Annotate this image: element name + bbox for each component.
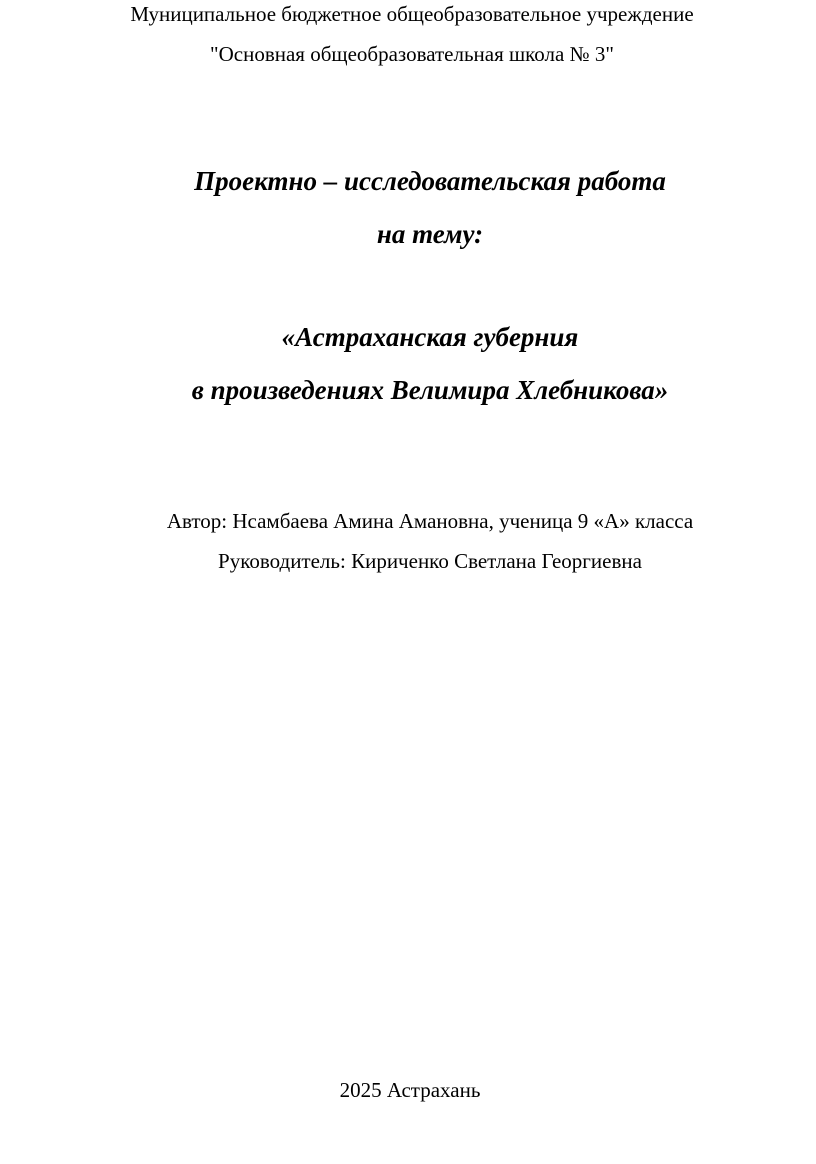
supervisor-line: Руководитель: Кириченко Светлана Георгиевна bbox=[218, 549, 642, 573]
work-type-line-1: Проектно – исследовательская работа bbox=[194, 166, 666, 196]
topic-line-1: «Астраханская губерния bbox=[281, 322, 579, 352]
topic-line-2: в произведениях Велимира Хлебникова» bbox=[191, 375, 669, 405]
work-type-line-2: на тему: bbox=[376, 219, 484, 249]
year-city: 2025 Астрахань bbox=[339, 1078, 481, 1102]
institution-line-2: "Основная общеобразовательная школа № 3" bbox=[210, 42, 614, 66]
author-line: Автор: Нсамбаева Амина Амановна, ученица 9 «А» класса bbox=[166, 509, 694, 533]
institution-line-1: Муниципальное бюджетное общеобразовательное учреждение bbox=[130, 2, 694, 26]
